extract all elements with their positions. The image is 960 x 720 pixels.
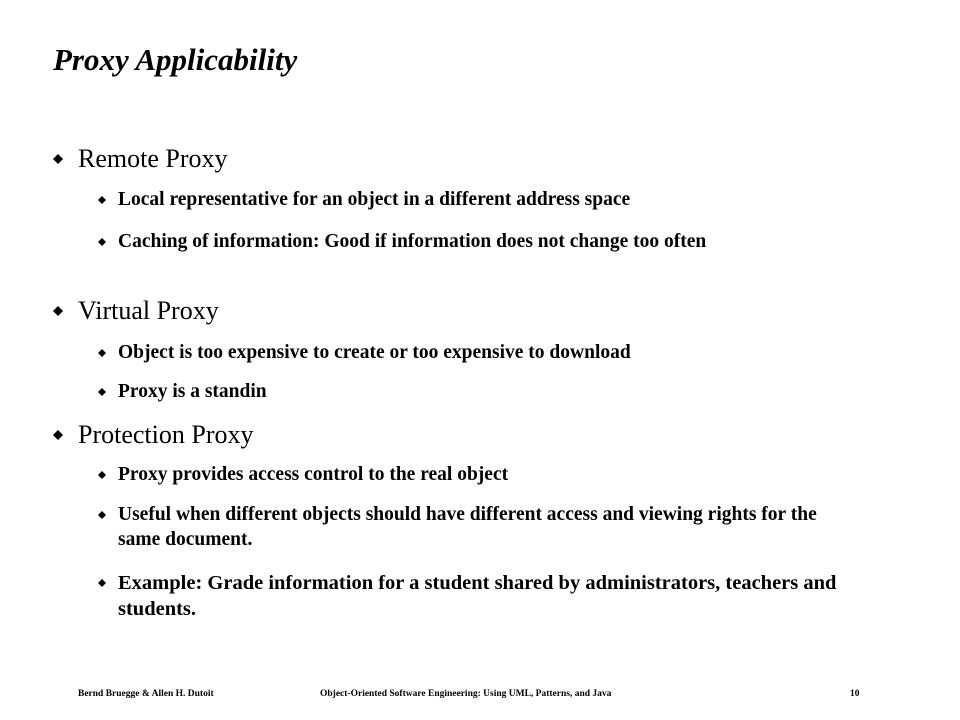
section-heading-text: Virtual Proxy <box>78 296 219 325</box>
diamond-bullet-icon <box>53 430 63 440</box>
diamond-bullet-icon <box>98 511 106 519</box>
list-item <box>98 502 858 552</box>
diamond-bullet-icon <box>98 388 106 396</box>
diamond-bullet-icon <box>98 196 106 204</box>
footer-book-title: Object-Oriented Software Engineering: Using UML, Patterns, and Java <box>320 689 612 699</box>
diamond-bullet-icon <box>98 579 106 587</box>
list-item-text: Proxy provides access control to the real object <box>118 464 509 485</box>
diamond-bullet-icon <box>53 154 63 164</box>
list-item <box>98 379 858 404</box>
diamond-bullet-icon <box>53 306 63 316</box>
list-item <box>98 570 858 622</box>
list-item-text: Proxy is a standin <box>118 381 267 402</box>
list-item-text: Example: Grade information for a student shared by administrators, teachers and students. <box>118 572 837 620</box>
diamond-bullet-icon <box>98 238 106 246</box>
footer-authors: Bernd Bruegge & Allen H. Dutoit <box>78 689 214 699</box>
section-heading-text: Remote Proxy <box>78 144 228 173</box>
section-heading-text: Protection Proxy <box>78 420 254 449</box>
list-item-text: Object is too expensive to create or too expensive to download <box>118 342 631 363</box>
list-item-text: Useful when different objects should have different access and viewing rights for the same document. <box>118 504 817 550</box>
list-item <box>98 462 858 487</box>
slide-title: Proxy Applicability <box>53 42 298 77</box>
list-item <box>98 187 858 212</box>
footer-page-number: 10 <box>850 689 860 699</box>
diamond-bullet-icon <box>98 349 106 357</box>
list-item-text: Local representative for an object in a different address space <box>118 189 631 210</box>
list-item-text: Caching of information: Good if information does not change too often <box>118 231 707 252</box>
list-item <box>98 229 858 254</box>
diamond-bullet-icon <box>98 471 106 479</box>
list-item <box>98 340 858 365</box>
